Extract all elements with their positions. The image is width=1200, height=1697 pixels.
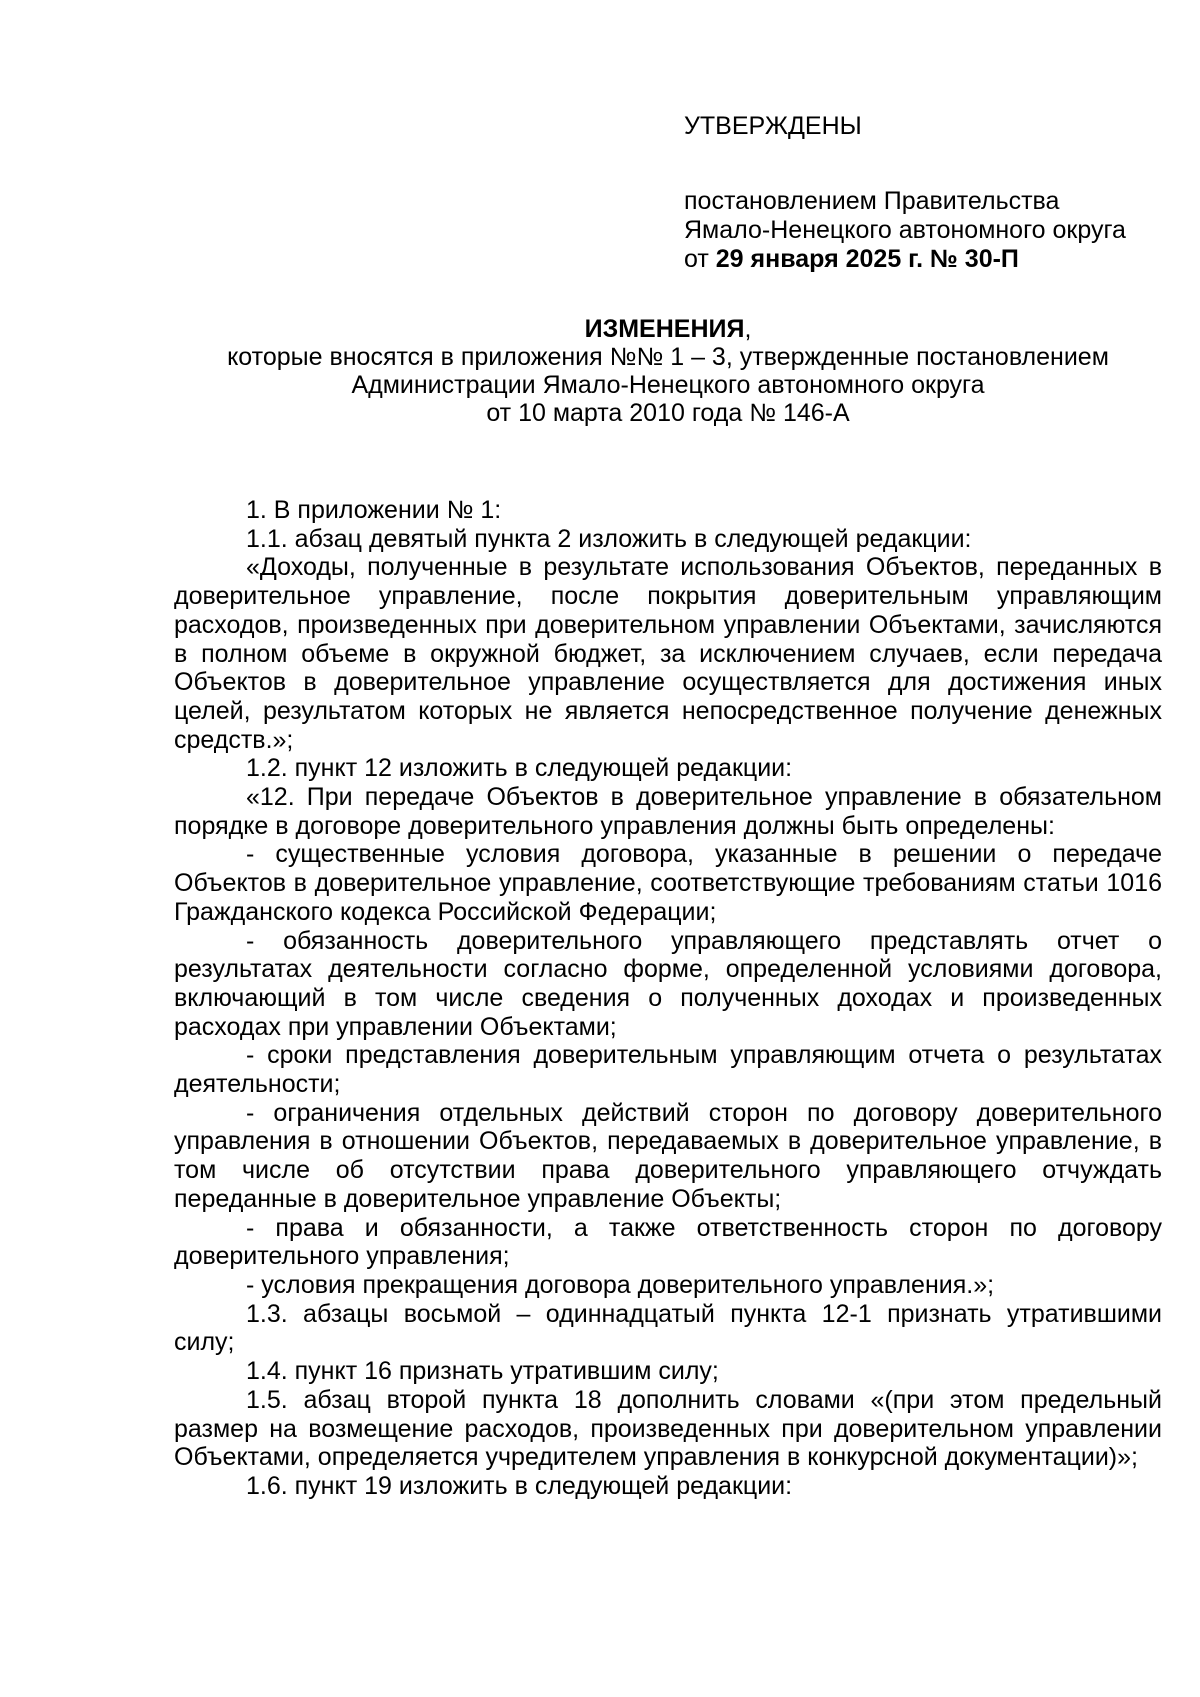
approval-date <box>684 245 1126 274</box>
document-title-comma: , <box>744 315 752 343</box>
paragraph-1: 1. В приложении № 1: <box>246 496 502 524</box>
approval-date-value: 29 января 2025 г. № 30-П <box>715 245 1019 273</box>
approval-word: УТВЕРЖДЕНЫ <box>684 112 862 140</box>
paragraph-1-2: 1.2. пункт 12 изложить в следующей редакции: <box>246 754 793 783</box>
document-subtitle-line-2: Администрации Ямало-Ненецкого автономного округа <box>351 371 985 399</box>
document-body <box>174 496 1162 1501</box>
document-title <box>174 315 1162 343</box>
approval-date-prefix: от <box>684 245 716 273</box>
paragraph-1-6: 1.6. пункт 19 изложить в следующей редакции: <box>246 1471 793 1500</box>
list-item-report-terms: - сроки представления доверительным управляющим отчета о результатах деятельности; <box>174 1041 1162 1099</box>
approval-line-1: постановлением Правительства <box>684 187 1060 215</box>
paragraph-1-4: 1.4. пункт 16 признать утратившим силу; <box>246 1357 719 1386</box>
document-title-block <box>174 315 1162 427</box>
paragraph-item-12: «12. При передаче Объектов в доверительное управление в обязательном порядке в договоре доверительного управления должны быть определены: <box>174 783 1162 840</box>
list-item-restrictions: - ограничения отдельных действий сторон по договору доверительного управления в отношении Объектов, передаваемых в доверительное управление, в том числе об отсутствии права доверительного управляющего отчуждать переданные в доверительное управление Объекты; <box>174 1098 1162 1213</box>
paragraph-1-3: 1.3. абзацы восьмой – одиннадцатый пункта 12-1 признать утратившими силу; <box>174 1299 1162 1357</box>
list-item-report-duty: - обязанность доверительного управляющего представлять отчет о результатах деятельности согласно форме, определенной условиями договора, включающий в том числе сведения о полученных доходах и произведенных расходах при управлении Объектами; <box>174 926 1162 1041</box>
paragraph-1-5: 1.5. абзац второй пункта 18 дополнить словами «(при этом предельный размер на возмещение расходов, произведенных при доверительном управлении Объектами, определяется учредителем управления в конкурсной документации)»; <box>174 1385 1162 1472</box>
approval-stamp <box>684 112 1126 274</box>
document-title-main: ИЗМЕНЕНИЯ <box>584 315 745 343</box>
list-item-termination: - условия прекращения договора доверительного управления.»; <box>246 1270 995 1299</box>
paragraph-1-1: 1.1. абзац девятый пункта 2 изложить в следующей редакции: <box>246 524 972 553</box>
list-item-rights-duties: - права и обязанности, а также ответственность сторон по договору доверительного управления; <box>174 1213 1162 1271</box>
list-item-essential-terms: - существенные условия договора, указанные в решении о передаче Объектов в доверительное управление, соответствующие требованиям статьи 1016 Гражданского кодекса Российской Федерации; <box>174 840 1162 926</box>
approval-line-2: Ямало-Ненецкого автономного округа <box>684 216 1126 244</box>
document-subtitle-line-1: которые вносятся в приложения №№ 1 – 3, утвержденные постановлением <box>227 343 1109 371</box>
paragraph-income-quote: «Доходы, полученные в результате использования Объектов, переданных в доверительное управление, после покрытия доверительным управляющим расходов, произведенных при доверительном управлении Объектами, зачисляются в полном объеме в окружной бюджет, за исключением случаев, если передача Объектов в доверительное управление осуществляется для достижения иных целей, результатом которых не является непосредственное получение денежных средств.»; <box>174 553 1162 754</box>
document-subtitle-line-3: от 10 марта 2010 года № 146-А <box>486 399 850 427</box>
